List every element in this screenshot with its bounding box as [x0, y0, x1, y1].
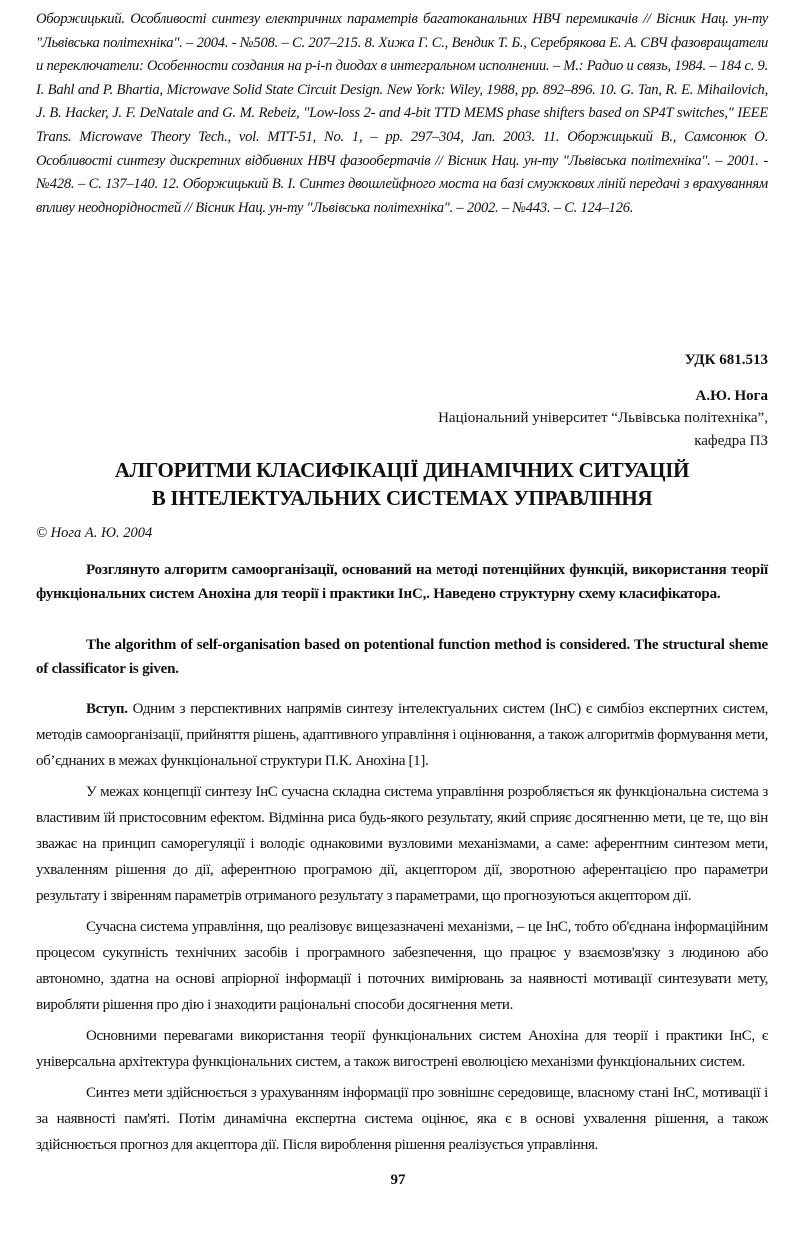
- paragraph-intro: [36, 696, 768, 774]
- references-continuation: Оборжицький. Особливості синтезу електричних параметрів багатоканальних НВЧ перемикачів // Вісник Нац. ун-ту "Львівська політехніка". – 2004. - №508. – С. 207–215. 8. Хижа Г. С., Вендик Т. Б., Серебрякова Е. А. СВЧ фазовращатели и переключатели: Особенности создания на p-i-n диодах в интегральном исполнении. – М.: Радио и связь, 1984. – 184 с. 9. I. Bahl and P. Bhartia, Microwave Solid State Circuit Design. New York: Wiley, 1988, pp. 892–896. 10. G. Tan, R. E. Mihailovich, J. B. Hacker, J. F. DeNatale and G. M. Rebeiz, "Low-loss 2- and 4-bit TTD MEMS phase shifters based on SP4T switches," IEEE Trans. Microwave Theory Tech., vol. MTT-51, No. 1, – pp. 297–304, Jan. 2003. 11. Оборжицький В., Самсонюк О. Особливості синтезу дискретних відбивних НВЧ фазообертачів // Вісник Нац. ун-ту "Львівська політехніка". – 2001. - №428. – С. 137–140. 12. Оборжицький В. І. Синтез двошлейфного моста на базі смужкових ліній передачі з врахуванням впливу неоднорідностей // Вісник Нац. ун-ту "Львівська політехніка". – 2002. – №443. – С. 124–126.: [36, 11, 768, 216]
- affiliation-university: Національний університет “Львівська політехніка”,: [438, 410, 768, 426]
- paragraph: Сучасна система управління, що реалізовує вищезазначені механізми, – це ІнС, тобто об'єднана інформаційним процесом сукупність технічних засобів і програмного забезпечення, що працює у взаємозв'язку з людиною або автономно, здатна на основі апріорної інформації і поточних вимірювань за наявності мотивації синтезувати мету, виробляти рішення про дію і знаходити раціональні способи досягнення мети.: [36, 919, 768, 1013]
- affiliation: [438, 407, 768, 453]
- paragraph: Основними перевагами використання теорії функціональних систем Анохіна для теорії і практики ІнС, є універсальна архітектура функціональних систем, а також вигострені еволюцією механізми функціональних систем.: [36, 1028, 768, 1070]
- title-line-2: В ІНТЕЛЕКТУАЛЬНИХ СИСТЕМАХ УПРАВЛІННЯ: [151, 486, 653, 510]
- abstract-ukrainian: Розглянуто алгоритм самоорганізації, оснований на методі потенційних функцій, використання теорії функціональних систем Анохіна для теорії і практики ІнС,. Наведено структурну схему класифікатора.: [36, 562, 768, 602]
- paragraph: У межах концепції синтезу ІнС сучасна складна система управління розробляється як функціональна система з властивим їй пристосовним ефектом. Відмінна риса будь-якого результату, який сприяє досягненню мети, це те, що він зважає на принцип саморегуляції і володіє однаковими вузловими механізмами, а саме: аферентним синтезом мети, ухваленням рішення до дії, аферентною програмою дії, акцептором дії, зворотною аферентацією про параметри результату і звіренням параметрів отриманого результату з параметрами, що прогнозуються акцептором дії.: [36, 784, 768, 904]
- affiliation-department: кафедра ПЗ: [694, 433, 768, 449]
- intro-text: Одним з перспективних напрямів синтезу інтелектуальних систем (ІнС) є симбіоз експертних систем, методів самоорганізації, прийняття рішень, адаптивного управління і оцінювання, а також алгоритмів формування мети, об’єднаних в межах функціональної структури П.К. Анохіна [1].: [36, 701, 768, 769]
- title-line-1: АЛГОРИТМИ КЛАСИФІКАЦІЇ ДИНАМІЧНИХ СИТУАЦІЙ: [114, 458, 690, 482]
- intro-label: Вступ.: [86, 701, 128, 717]
- page-number: 97: [390, 1172, 406, 1188]
- paragraph: Синтез мети здійснюється з урахуванням інформації про зовнішнє середовище, власному стані ІнС, мотивації і за наявності пам'яті. Потім динамічна експертна система оцінює, яка є в основі ухвалення рішення, а також здійснюється прогноз для акцептора дії. Після вироблення рішення реалізується управління.: [36, 1085, 768, 1153]
- abstract-english: The algorithm of self-organisation based on potentional function method is considered. The structural sheme of classificator is given.: [36, 637, 768, 677]
- author: А.Ю. Нога: [695, 388, 768, 404]
- copyright: © Нога А. Ю. 2004: [36, 525, 153, 541]
- article-body: [36, 696, 768, 1163]
- udk-code: УДК 681.513: [684, 352, 768, 368]
- article-title: [36, 456, 768, 512]
